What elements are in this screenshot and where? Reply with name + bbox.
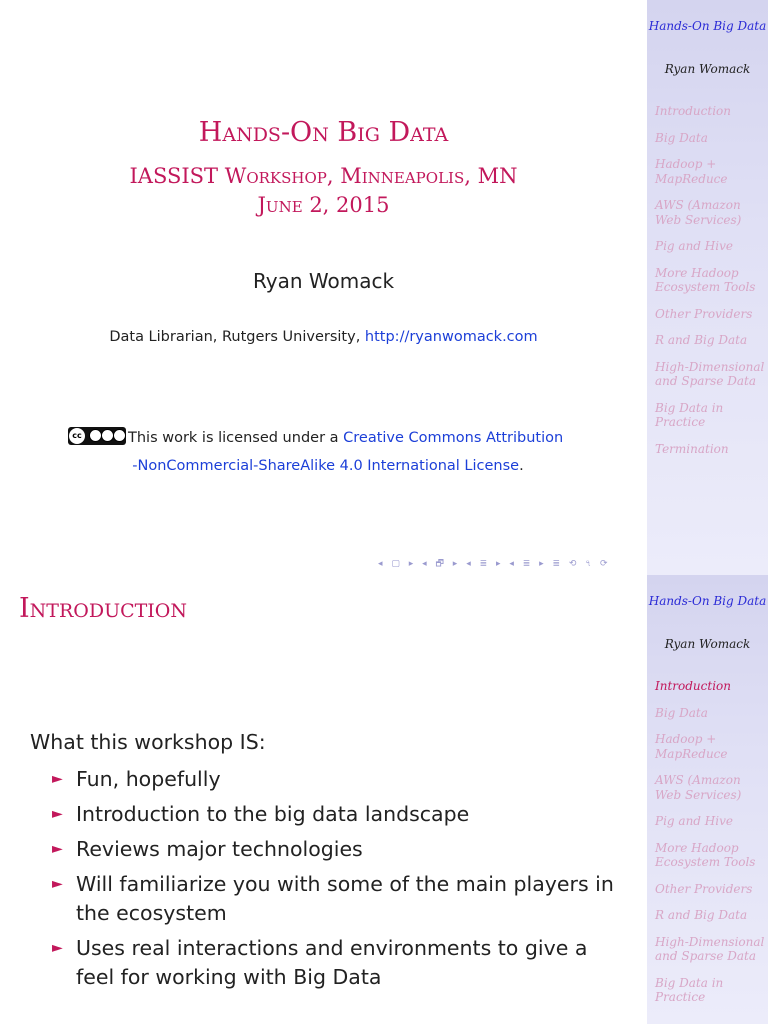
bullet-list	[52, 765, 627, 998]
affiliation-text: Data Librarian, Rutgers University,	[109, 329, 365, 345]
sidebar-item-hadoop-tools[interactable]: More Hadoop Ecosystem Tools	[655, 265, 756, 294]
presentation-subtitle	[0, 162, 647, 220]
sidebar-item-introduction[interactable]: Introduction	[655, 104, 731, 118]
sidebar-item-other-providers[interactable]: Other Providers	[655, 881, 753, 896]
sidebar-item-high-dimensional[interactable]: High-Dimensional and Sparse Data	[655, 934, 765, 963]
sidebar	[647, 575, 768, 1024]
list-item: ► Uses real interactions and environments to give a feel for working with Big Data	[52, 936, 588, 989]
slide-heading: What this workshop IS:	[30, 730, 266, 754]
cc-logo-icon: cc	[69, 428, 85, 444]
bullet-arrow-icon: ►	[52, 940, 63, 956]
sidebar-item-introduction[interactable]: Introduction	[655, 679, 731, 693]
sidebar-item-hadoop[interactable]: Hadoop + MapReduce	[655, 732, 728, 761]
beamer-navigation-icons[interactable]: ◂ ▢ ▸ ◂ 🗗 ▸ ◂ ≣ ▸ ◂ ≣ ▸ ≣ ⟲ ৭ ⟳	[378, 559, 611, 569]
author-name: Ryan Womack	[252, 269, 395, 293]
bullet-arrow-icon: ►	[52, 876, 63, 892]
sidebar-author: Ryan Womack	[664, 637, 751, 651]
cc-license-badge-icon[interactable]	[68, 427, 126, 445]
bullet-arrow-icon: ►	[52, 806, 63, 822]
subtitle-event: IASSIST Workshop, Minneapolis, MN	[129, 164, 518, 188]
sidebar-item-pig-hive[interactable]: Pig and Hive	[655, 239, 733, 253]
license-link-part1[interactable]: Creative Commons Attribution	[343, 430, 564, 446]
sidebar-nav	[655, 679, 767, 1017]
sidebar-item-aws[interactable]: AWS (Amazon Web Services)	[655, 773, 742, 802]
list-item: ► Introduction to the big data landscape	[52, 800, 627, 829]
license-suffix: .	[519, 458, 524, 474]
author-website-link[interactable]: http://ryanwomack.com	[364, 329, 538, 345]
presentation-title: Hands-On Big Data	[198, 117, 449, 148]
list-item: ► Fun, hopefully	[52, 765, 627, 794]
sidebar-author: Ryan Womack	[664, 62, 751, 76]
sidebar-title[interactable]: Hands-On Big Data	[648, 19, 767, 33]
sidebar-item-big-data[interactable]: Big Data	[655, 705, 708, 720]
sidebar-item-r-big-data[interactable]: R and Big Data	[655, 333, 748, 347]
sidebar-item-in-practice[interactable]: Big Data in Practice	[655, 975, 724, 1004]
subtitle-date: June 2, 2015	[257, 193, 390, 217]
sidebar-item-termination[interactable]: Termination	[655, 441, 729, 456]
sidebar-item-other-providers[interactable]: Other Providers	[655, 306, 753, 321]
sidebar-item-hadoop-tools[interactable]: More Hadoop Ecosystem Tools	[655, 840, 756, 869]
sidebar-item-big-data[interactable]: Big Data	[655, 130, 708, 145]
sidebar-item-hadoop[interactable]: Hadoop + MapReduce	[655, 157, 728, 186]
license-notice	[68, 424, 628, 480]
sidebar-item-aws[interactable]: AWS (Amazon Web Services)	[655, 198, 742, 227]
sidebar	[647, 0, 768, 575]
bullet-arrow-icon: ►	[52, 771, 63, 787]
bullet-arrow-icon: ►	[52, 841, 63, 857]
sidebar-title[interactable]: Hands-On Big Data	[648, 594, 767, 608]
sidebar-item-pig-hive[interactable]: Pig and Hive	[655, 814, 733, 828]
license-link-part2[interactable]: -NonCommercial-ShareAlike 4.0 International License	[132, 458, 520, 474]
list-item: ► Reviews major technologies	[52, 835, 627, 864]
introduction-slide	[0, 575, 768, 1024]
sidebar-item-high-dimensional[interactable]: High-Dimensional and Sparse Data	[655, 359, 765, 388]
license-prefix-text: This work is licensed under a	[128, 430, 344, 446]
sidebar-nav	[655, 104, 767, 468]
list-item: ► Will familiarize you with some of the main players in the ecosystem	[52, 872, 614, 925]
sharealike-icon	[113, 429, 126, 442]
slide-title: Introduction	[19, 593, 188, 624]
sidebar-item-in-practice[interactable]: Big Data in Practice	[655, 400, 724, 429]
sidebar-item-r-big-data[interactable]: R and Big Data	[655, 908, 748, 922]
author-affiliation	[0, 329, 647, 345]
